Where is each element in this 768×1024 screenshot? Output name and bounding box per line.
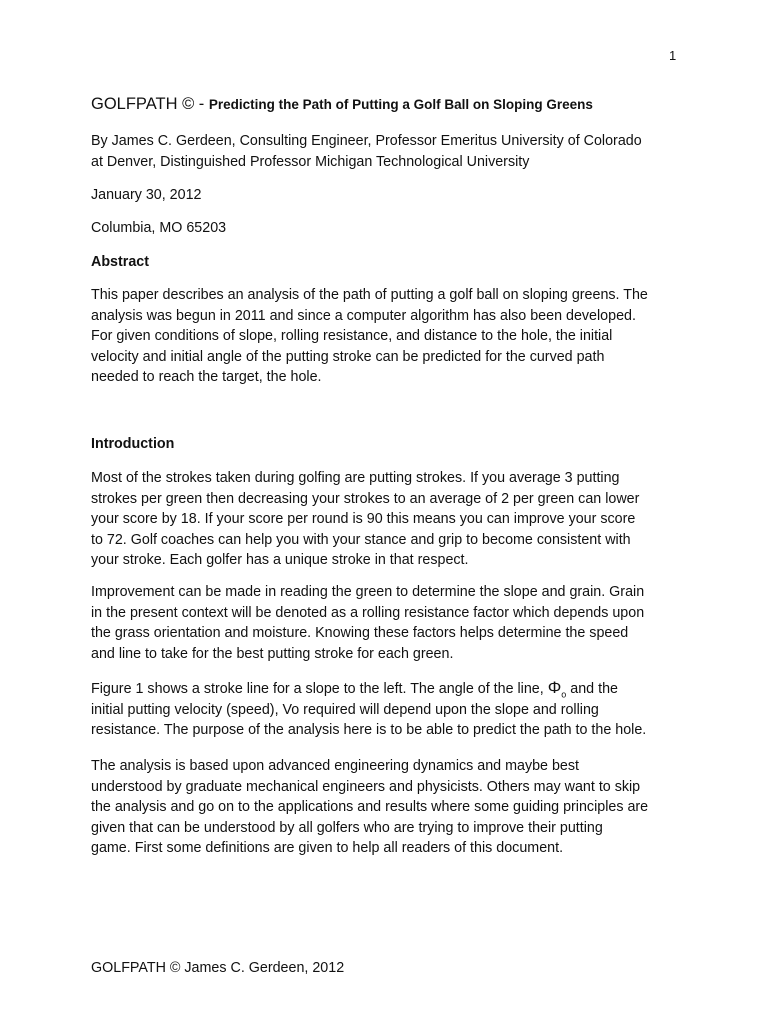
- text-line: For given conditions of slope, rolling resistance, and distance to the hole, the initial: [91, 328, 613, 345]
- text-line: analysis was begun in 2011 and since a computer algorithm has also been developed.: [91, 307, 636, 324]
- text-line: velocity and initial angle of the putting stroke can be predicted for the curved path: [91, 348, 605, 365]
- text-line: initial putting velocity (speed), Vo required will depend upon the slope and rolling: [91, 701, 599, 718]
- phi-subscript: o: [561, 689, 567, 700]
- text-line: needed to reach the target, the hole.: [91, 369, 322, 386]
- abstract-heading: Abstract: [91, 254, 149, 270]
- introduction-paragraph-2: [91, 582, 691, 664]
- byline-line: at Denver, Distinguished Professor Michigan Technological University: [91, 153, 530, 170]
- text-line: Improvement can be made in reading the green to determine the slope and grain. Grain: [91, 584, 645, 600]
- title-main: GOLFPATH © -: [91, 95, 209, 113]
- page-footer: GOLFPATH © James C. Gerdeen, 2012: [91, 960, 345, 976]
- text-line: resistance. The purpose of the analysis here is to be able to predict the path to the hole.: [91, 722, 647, 739]
- text-line: your stroke. Each golfer has a unique stroke in that respect.: [91, 552, 469, 569]
- introduction-paragraph-3: [91, 679, 691, 741]
- text-line: the analysis and go on to the applications and results where some guiding principles are: [91, 799, 649, 816]
- text-segment: Figure 1 shows a stroke line for a slope to the left. The angle of the line,: [91, 681, 548, 697]
- text-line: strokes per green then decreasing your strokes to an average of 2 per green can lower: [91, 490, 640, 507]
- text-line: Most of the strokes taken during golfing are putting strokes. If you average 3 putting: [91, 470, 620, 486]
- text-line: your score by 18. If your score per round is 90 this means you can improve your score: [91, 511, 636, 528]
- location: Columbia, MO 65203: [91, 220, 227, 236]
- text-segment: and the: [566, 681, 618, 697]
- text-line: understood by graduate mechanical engineers and physicists. Others may want to skip: [91, 778, 641, 795]
- page-number: 1: [669, 48, 677, 63]
- text-line: in the present context will be denoted as a rolling resistance factor which depends upon: [91, 604, 645, 621]
- introduction-paragraph-1: [91, 468, 691, 571]
- text-line: the grass orientation and moisture. Knowing these factors helps determine the speed: [91, 625, 629, 642]
- title-subtitle: Predicting the Path of Putting a Golf Ball on Sloping Greens: [208, 97, 593, 112]
- phi-symbol: [547, 678, 567, 700]
- date: January 30, 2012: [91, 187, 202, 203]
- phi-letter: Φ: [547, 678, 562, 697]
- byline-line: By James C. Gerdeen, Consulting Engineer, Professor Emeritus University of Colorado: [91, 133, 642, 149]
- text-line: and line to take for the best putting stroke for each green.: [91, 645, 454, 662]
- introduction-paragraph-4: [91, 756, 691, 859]
- text-line: given that can be understood by all golfers who are trying to improve their putting: [91, 819, 603, 836]
- abstract-paragraph: [91, 285, 691, 388]
- introduction-heading: Introduction: [91, 436, 175, 452]
- byline: [91, 131, 691, 172]
- paper-title: [91, 95, 691, 114]
- text-line: The analysis is based upon advanced engineering dynamics and maybe best: [91, 758, 579, 774]
- text-line: to 72. Golf coaches can help you with your stance and grip to become consistent with: [91, 531, 631, 548]
- text-line: [91, 679, 691, 700]
- text-line: This paper describes an analysis of the path of putting a golf ball on sloping greens. The: [91, 287, 648, 303]
- text-line: game. First some definitions are given to help all readers of this document.: [91, 840, 564, 857]
